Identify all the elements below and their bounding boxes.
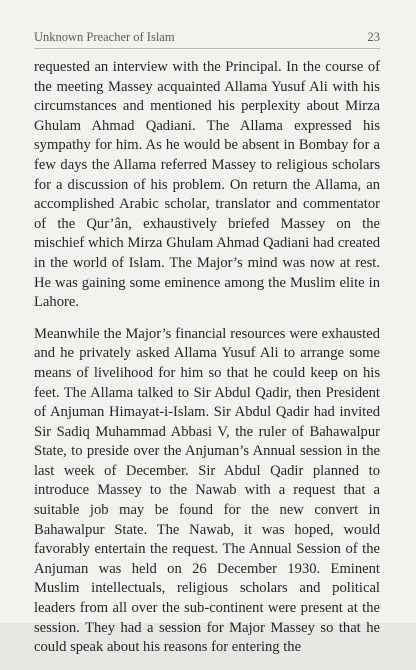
paragraph-2: Meanwhile the Major’s financial resources were exhausted and he privately asked Allama Yusuf Ali to arrange some means of livelihood for him so that he could keep on his feet. The Allama talked to Sir Abdul Qadir, then President of Anjuman Himayat-i-Islam. Sir Abdul Qadir had invited Sir Sadiq Muhammad Abbasi V, the ruler of Bahawalpur State, to preside over the Anjuman’s Annual session in the last week of December. Sir Abdul Qadir planned to introduce Massey to the Nawab with a request that a suitable job may be found for the new convert in Bahawalpur State. The Nawab, it was hoped, would favorably entertain the request. The Annual Session of the Anjuman was held on 26 December 1930. Eminent Muslim intellectuals, religious scholars and political leaders from all over the sub-continent were present at the session. They had a session for Major Massey so that he could speak about his reasons for entering the: [34, 325, 380, 656]
paragraph-1: requested an interview with the Principal. In the course of the meeting Massey acquainted Allama Yusuf Ali with his circumstances and mentioned his perplexity about Mirza Ghulam Ahmad Qadiani. The Allama expressed his sympathy for him. As he would be absent in Bombay for a few days the Allama referred Massey to religious scholars for a discussion of his problem. On return the Allama, an accomplished Arabic scholar, translator and commentator of the Qur’ân, exhaustively briefed Massey on the mischief which Mirza Ghulam Ahmad Qadiani had created in the world of Islam. The Major’s mind was now at rest. He was gaining some eminence among the Muslim elite in Lahore.: [34, 59, 380, 311]
running-title: Unknown Preacher of Islam: [34, 30, 175, 44]
running-header: [34, 30, 380, 49]
body-text: [34, 58, 380, 670]
page-number: 23: [367, 30, 380, 44]
